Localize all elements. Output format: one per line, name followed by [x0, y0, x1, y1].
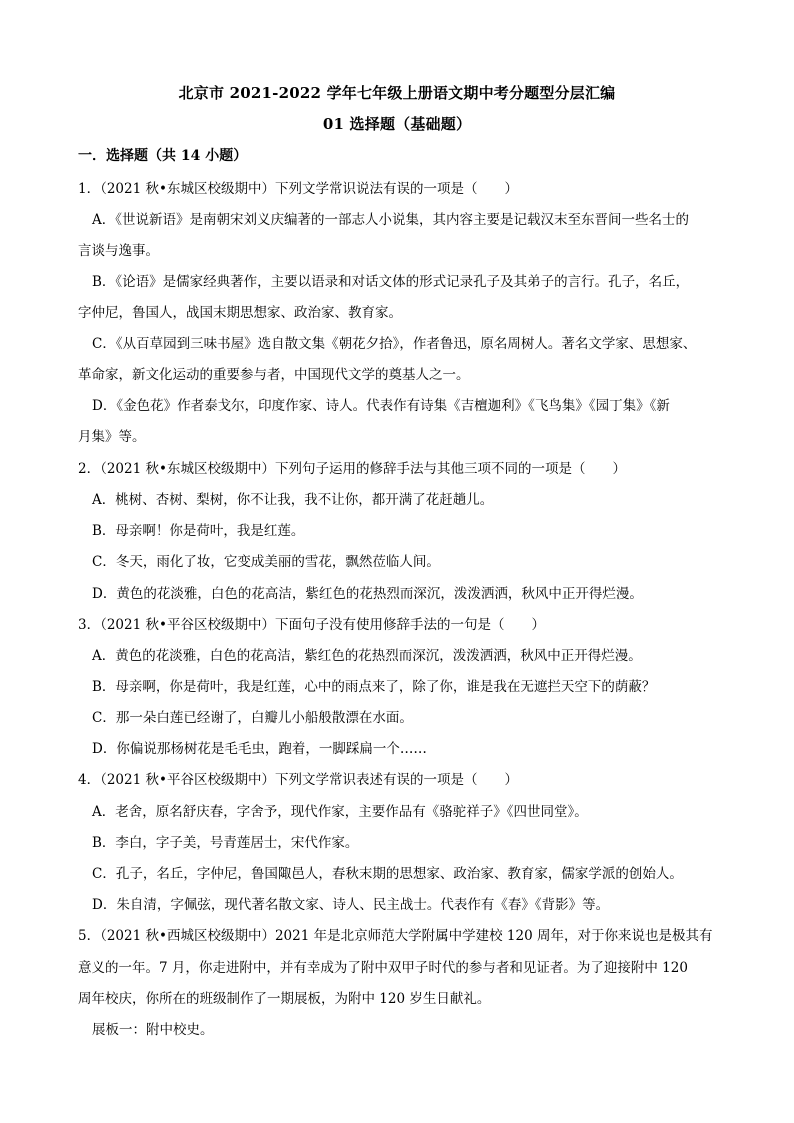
question-1-option-c-cont: 革命家，新文化运动的重要参与者，中国现代文学的奠基人之一。 — [78, 367, 470, 383]
question-1-option-d: D．《金色花》作者泰戈尔，印度作家、诗人。代表作有诗集《吉檀迦利》《飞鸟集》《园丁集》《新 — [92, 398, 670, 414]
question-2-option-b: B．母亲啊！你是荷叶，我是红莲。 — [92, 523, 305, 539]
question-3-option-c: C．那一朵白莲已经谢了，白瓣儿小船般散漂在水面。 — [92, 710, 413, 726]
question-3-option-a: A．黄色的花淡雅，白色的花高洁，紫红色的花热烈而深沉，泼泼洒洒，秋风中正开得烂漫。 — [92, 648, 642, 664]
question-2-option-d: D．黄色的花淡雅，白色的花高洁，紫红色的花热烈而深沉，泼泼洒洒，秋风中正开得烂漫。 — [92, 586, 643, 602]
question-5-board-one: 展板一：附中校史。 — [92, 1022, 214, 1038]
question-4-stem: 4．（2021 秋•平谷区校级期中）下列文学常识表述有误的一项是（ ） — [78, 772, 518, 788]
document-title: 北京市 2021-2022 学年七年级上册语文期中考分题型分层汇编 — [178, 84, 616, 102]
question-1-option-a: A．《世说新语》是南朝宋刘义庆编著的一部志人小说集，其内容主要是记载汉末至东晋间一些名士的 — [92, 212, 689, 228]
question-5-stem-cont-1: 意义的一年。7 月，你走进附中，并有幸成为了附中双甲子时代的参与者和见证者。为了迎接附中 120 — [78, 960, 688, 976]
question-2-option-c: C．冬天，雨化了妆，它变成美丽的雪花，飘然莅临人间。 — [92, 554, 440, 570]
question-4-option-c: C．孔子，名丘，字仲尼，鲁国陬邑人，春秋末期的思想家、政治家、教育家，儒家学派的创始人。 — [92, 866, 683, 882]
question-2-option-a: A．桃树、杏树、梨树，你不让我，我不让你，都开满了花赶趟儿。 — [92, 492, 494, 508]
question-4-option-d: D．朱自清，字佩弦，现代著名散文家、诗人、民主战士。代表作有《春》《背影》等。 — [92, 897, 610, 913]
question-2-stem: 2．（2021 秋•东城区校级期中）下列句子运用的修辞手法与其他三项不同的一项是（ ） — [78, 461, 626, 477]
question-4-option-a: A．老舍，原名舒庆春，字舍予，现代作家，主要作品有《骆驼祥子》《四世同堂》。 — [92, 804, 588, 820]
question-1-option-a-cont: 言谈与逸事。 — [78, 243, 159, 259]
question-1-option-b-cont: 字仲尼，鲁国人，战国末期思想家、政治家、教育家。 — [78, 305, 402, 321]
document-subtitle: 01 选择题（基础题） — [322, 115, 472, 133]
question-5-stem: 5．（2021 秋•西城区校级期中）2021 年是北京师范大学附属中学建校 120 周年，对于你来说也是极其有 — [78, 928, 713, 944]
question-4-option-b: B．李白，字子美，号青莲居士，宋代作家。 — [92, 835, 359, 851]
question-3-option-b: B．母亲啊，你是荷叶，我是红莲，心中的雨点来了，除了你，谁是我在无遮拦天空下的荫蔽？ — [92, 679, 656, 695]
question-1-stem: 1．（2021 秋•东城区校级期中）下列文学常识说法有误的一项是（ ） — [78, 181, 518, 197]
question-1-option-b: B．《论语》是儒家经典著作，主要以语录和对话文体的形式记录孔子及其弟子的言行。孔子，名丘， — [92, 274, 690, 290]
question-3-stem: 3．（2021 秋•平谷区校级期中）下面句子没有使用修辞手法的一句是（ ） — [78, 617, 545, 633]
question-1-option-c: C．《从百草园到三味书屋》选自散文集《朝花夕拾》，作者鲁迅，原名周树人。著名文学家、思想家、 — [92, 336, 697, 352]
section-heading: 一．选择题（共 14 小题） — [78, 148, 248, 164]
question-1-option-d-cont: 月集》等。 — [78, 429, 146, 445]
question-3-option-d: D．你偏说那杨树花是毛毛虫，跑着，一脚踩扁一个…… — [92, 741, 427, 757]
question-5-stem-cont-2: 周年校庆，你所在的班级制作了一期展板，为附中 120 岁生日献礼。 — [78, 991, 491, 1007]
